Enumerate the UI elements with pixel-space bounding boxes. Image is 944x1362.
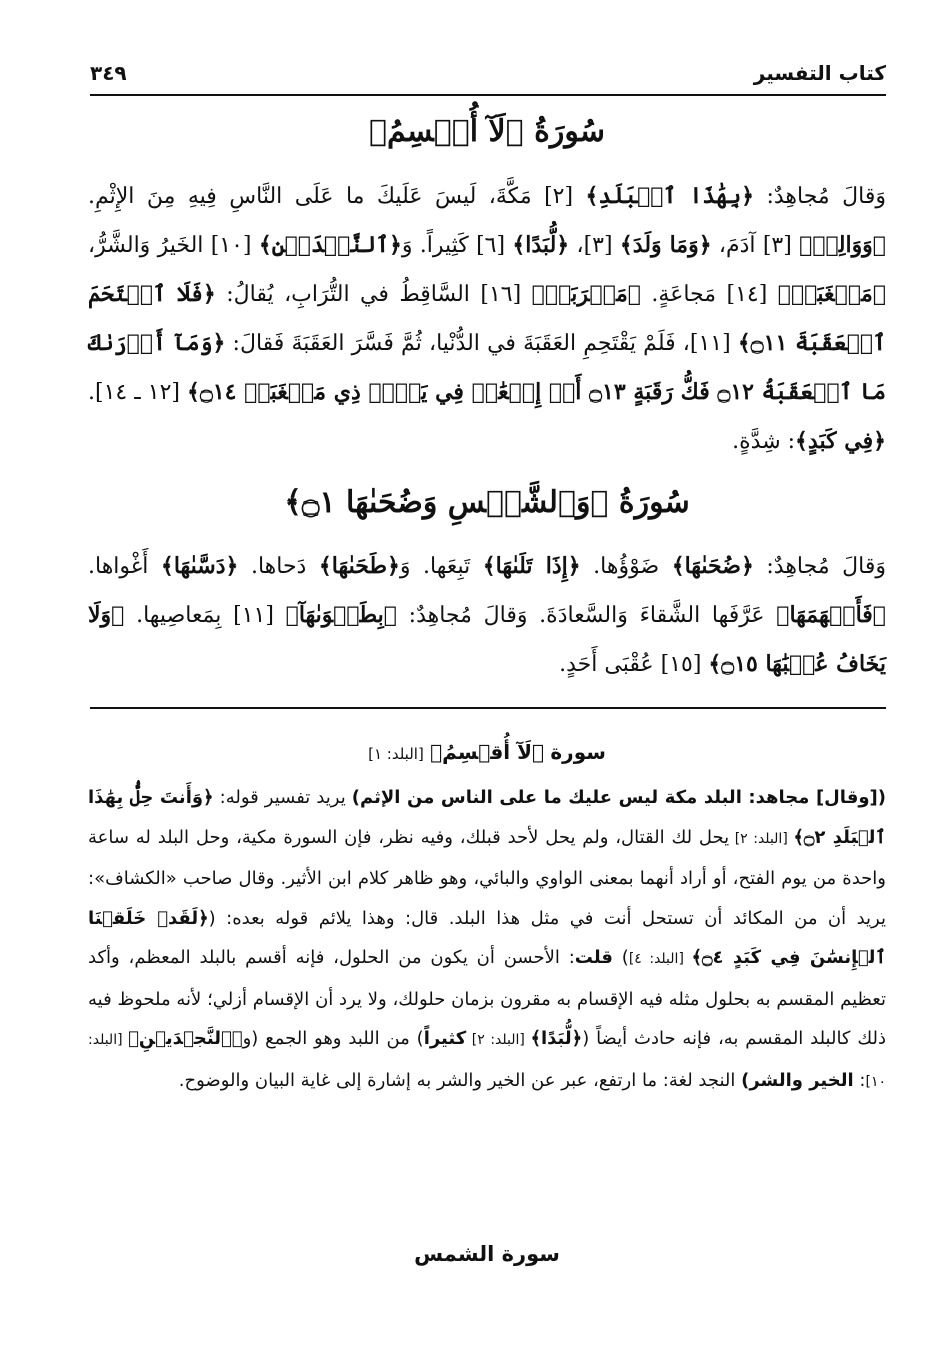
text-segment: دَحاها. <box>238 554 319 579</box>
quran-quote: ﴿بِهَٰذَا ٱلۡبَلَدِ﴾ <box>585 183 754 209</box>
quran-quote: ﴿لُّبَدًا﴾ <box>512 232 570 258</box>
text-segment: عَرَّفَها الشَّقاءَ وَالسَّعادَةَ. وَقالَ مُجاهِدٌ: <box>396 603 777 628</box>
quran-quote: ﴿دَسَّىٰهَا﴾ <box>160 553 239 579</box>
text-segment: ضَوْؤُها. <box>580 554 672 579</box>
bold-phrase: قلت <box>574 947 613 968</box>
verse-reference: [البلد: ١٠] <box>88 1032 886 1090</box>
bold-phrase: كثيراً <box>423 1028 467 1049</box>
text-segment: النجد لغة: ما ارتفع، عبر عن الخير والشر به إشارة إلى غاية البيان والوضوح. <box>178 1069 742 1091</box>
quran-quote: ﴿ضُحَىٰهَا﴾ <box>671 553 754 579</box>
surah-balad-text <box>88 172 886 466</box>
text-segment: وَقالَ مُجاهِدٌ: <box>753 554 886 579</box>
verse-reference: [البلد: ٢] <box>466 1032 531 1048</box>
commentary-heading-quote: ﴿لَآ أُقۡسِمُ﴾ <box>430 740 545 764</box>
running-header <box>90 52 886 96</box>
text-segment: يحل لك القتال، ولم يحل لأحد قبلك، وفيه نظر، فإن السورة مكية، وحل البلد له ساعة واحدة من يوم الفتح، أو أراد أنهما بمعنى الواوي والبائي، وهو ظاهر كلام ابن الأثير. وقال صاحب «الكشاف»: يريد أن من المكائد أن تستحل أنت في مثل هذا البلد. قال: وهذا يلائم قوله بعده: ( <box>88 826 886 929</box>
surah-shams-heading-label: سُورَةُ <box>618 485 690 520</box>
surah-shams-text <box>88 542 886 689</box>
bold-phrase: ([وقال] مجاهد: البلد مكة ليس عليك ما على الناس من الإثم) <box>351 787 886 808</box>
text-segment: وَقالَ مُجاهِدٌ: <box>753 184 886 209</box>
surah-balad-heading <box>88 112 886 152</box>
quran-quote: ﴿طَحَىٰهَا﴾ <box>318 553 400 579</box>
text-segment: [١١]، فَلَمْ يَقْتَحِمِ العَقَبَةَ في الدُّنْيا، ثُمَّ فَسَّرَ العَقَبَةَ فَقالَ: <box>225 331 738 356</box>
quran-quote: ﴿ٱلنَّجۡدَيۡنِ﴾ <box>128 1028 243 1049</box>
text-segment: [٣]، <box>569 233 620 258</box>
commentary-heading-ref: [البلد: ١] <box>368 745 424 763</box>
verse-reference: [البلد: ٢] <box>729 830 794 847</box>
quran-quote: ﴿فَأَلۡهَمَهَا﴾ <box>776 602 886 628</box>
text-segment: [١٤] مَجاعَةٍ. <box>640 282 778 307</box>
text-segment: ) <box>612 947 629 968</box>
text-segment: [١٦] السَّاقِطُ في التُّرَابِ، يُقالُ: <box>215 282 532 307</box>
quran-quote: ﴿وَأَنتَ حِلُّۢ بِهَٰذَا ٱلۡبَلَدِ ۝٢﴾ <box>88 787 886 848</box>
quran-quote: ﴿إِذَا تَلَىٰهَا﴾ <box>482 553 581 579</box>
text-segment: يريد تفسير قوله: <box>213 787 352 808</box>
text-segment: : <box>853 1069 866 1091</box>
verse-reference: [البلد: ٤] <box>628 951 692 967</box>
text-segment: [٦] كَثِيراً. وَ <box>401 233 513 258</box>
text-segment: ) من اللبد وهو الجمع (و <box>242 1028 424 1049</box>
quran-quote: ﴿لُّبَدًا﴾ <box>530 1028 583 1049</box>
quran-quote: ﴿فَلَا ٱقۡتَحَمَ ٱلۡعَقَبَةَ ۝١١﴾ <box>88 281 886 356</box>
text-segment: [٢] مَكَّةَ، لَيسَ عَلَيكَ ما عَلَى النَّاسِ فِيهِ مِنَ الإِثْمِ. <box>88 184 586 209</box>
footnote-divider <box>90 707 886 709</box>
quran-quote: ﴿بِطَغۡوَىٰهَآ﴾ <box>285 602 397 628</box>
quran-quote: ﴿ٱلنَّجۡدَيۡنِ﴾ <box>258 232 402 258</box>
quran-quote: ﴿مَسۡغَبَةٖ﴾ <box>777 281 887 307</box>
quran-quote: ﴿مَتۡرَبَةٖ﴾ <box>531 281 641 307</box>
quran-quote: ﴿فِي كَبَدٍ﴾ <box>795 428 886 454</box>
surah-balad-heading-quote: ﴿لَآ أُقۡسِمُ﴾ <box>369 114 524 149</box>
commentary-text <box>88 778 886 1102</box>
text-segment: تَبِعَها. وَ <box>399 554 483 579</box>
commentary-heading <box>88 734 886 772</box>
text-segment: [٣] آدَمَ، <box>711 233 800 258</box>
text-segment: أَغْواها. <box>88 554 161 579</box>
text-segment: [١٠] الخَيرُ وَالشَّرُّ، <box>88 233 259 258</box>
quran-quote: ﴿وَلَا يَخَافُ عُقۡبَٰهَا ۝١٥﴾ <box>88 602 886 677</box>
text-segment: : شِدَّةٍ. <box>732 429 796 454</box>
running-header-title: كتاب التفسير <box>753 61 886 85</box>
text-segment: : الأحسن أن يكون من الحلول، فإنه أقسم بالبلد المعظم، وأكد تعظيم المقسم به بحلول مثله فيه الإقسام به مقرون بزمان حلولك، ولا يرد أن الإقسام أزلي؛ لأنه ملحوظ فيه ذلك كالبلد المقسم به، فإنه حادث أيضاً ( <box>88 947 887 1049</box>
quran-quote: ﴿وَمَآ أَدۡرَىٰكَ مَا ٱلۡعَقَبَةُ ۝١٢ فَكُّ رَقَبَةٍ ۝١٣ أَوۡ إِطۡعَٰمٞ فِي يَوۡمٖ ذِي مَسۡغَبَةٖ ۝١٤﴾ <box>88 330 887 405</box>
next-surah-heading: سورة الشمس <box>414 1242 560 1266</box>
commentary-heading-label: سورة <box>550 740 606 764</box>
text-segment: [١٥] عُقْبَى أَحَدٍ. <box>559 652 709 677</box>
surah-shams-heading-quote: ﴿وَٱلشَّمۡسِ وَضُحَىٰهَا ۝١﴾ <box>284 485 609 520</box>
text-segment: [١٢ ـ ١٤]. <box>88 380 188 405</box>
bold-phrase: الخير والشر) <box>741 1069 854 1091</box>
quran-quote: ﴿وَوَالِدٖ﴾ <box>799 232 887 258</box>
surah-shams-heading <box>88 483 886 523</box>
text-segment: [١١] بِمَعاصِيها. <box>124 603 286 628</box>
quran-quote: ﴿لَقَدۡ خَلَقۡنَا ٱلۡإِنسَٰنَ فِي كَبَدٍ ۝٤﴾ <box>88 907 886 968</box>
quran-quote: ﴿وَمَا وَلَدَ﴾ <box>619 232 712 258</box>
surah-balad-heading-label: سُورَةُ <box>534 114 605 149</box>
page-number: ٣٤٩ <box>90 61 127 85</box>
